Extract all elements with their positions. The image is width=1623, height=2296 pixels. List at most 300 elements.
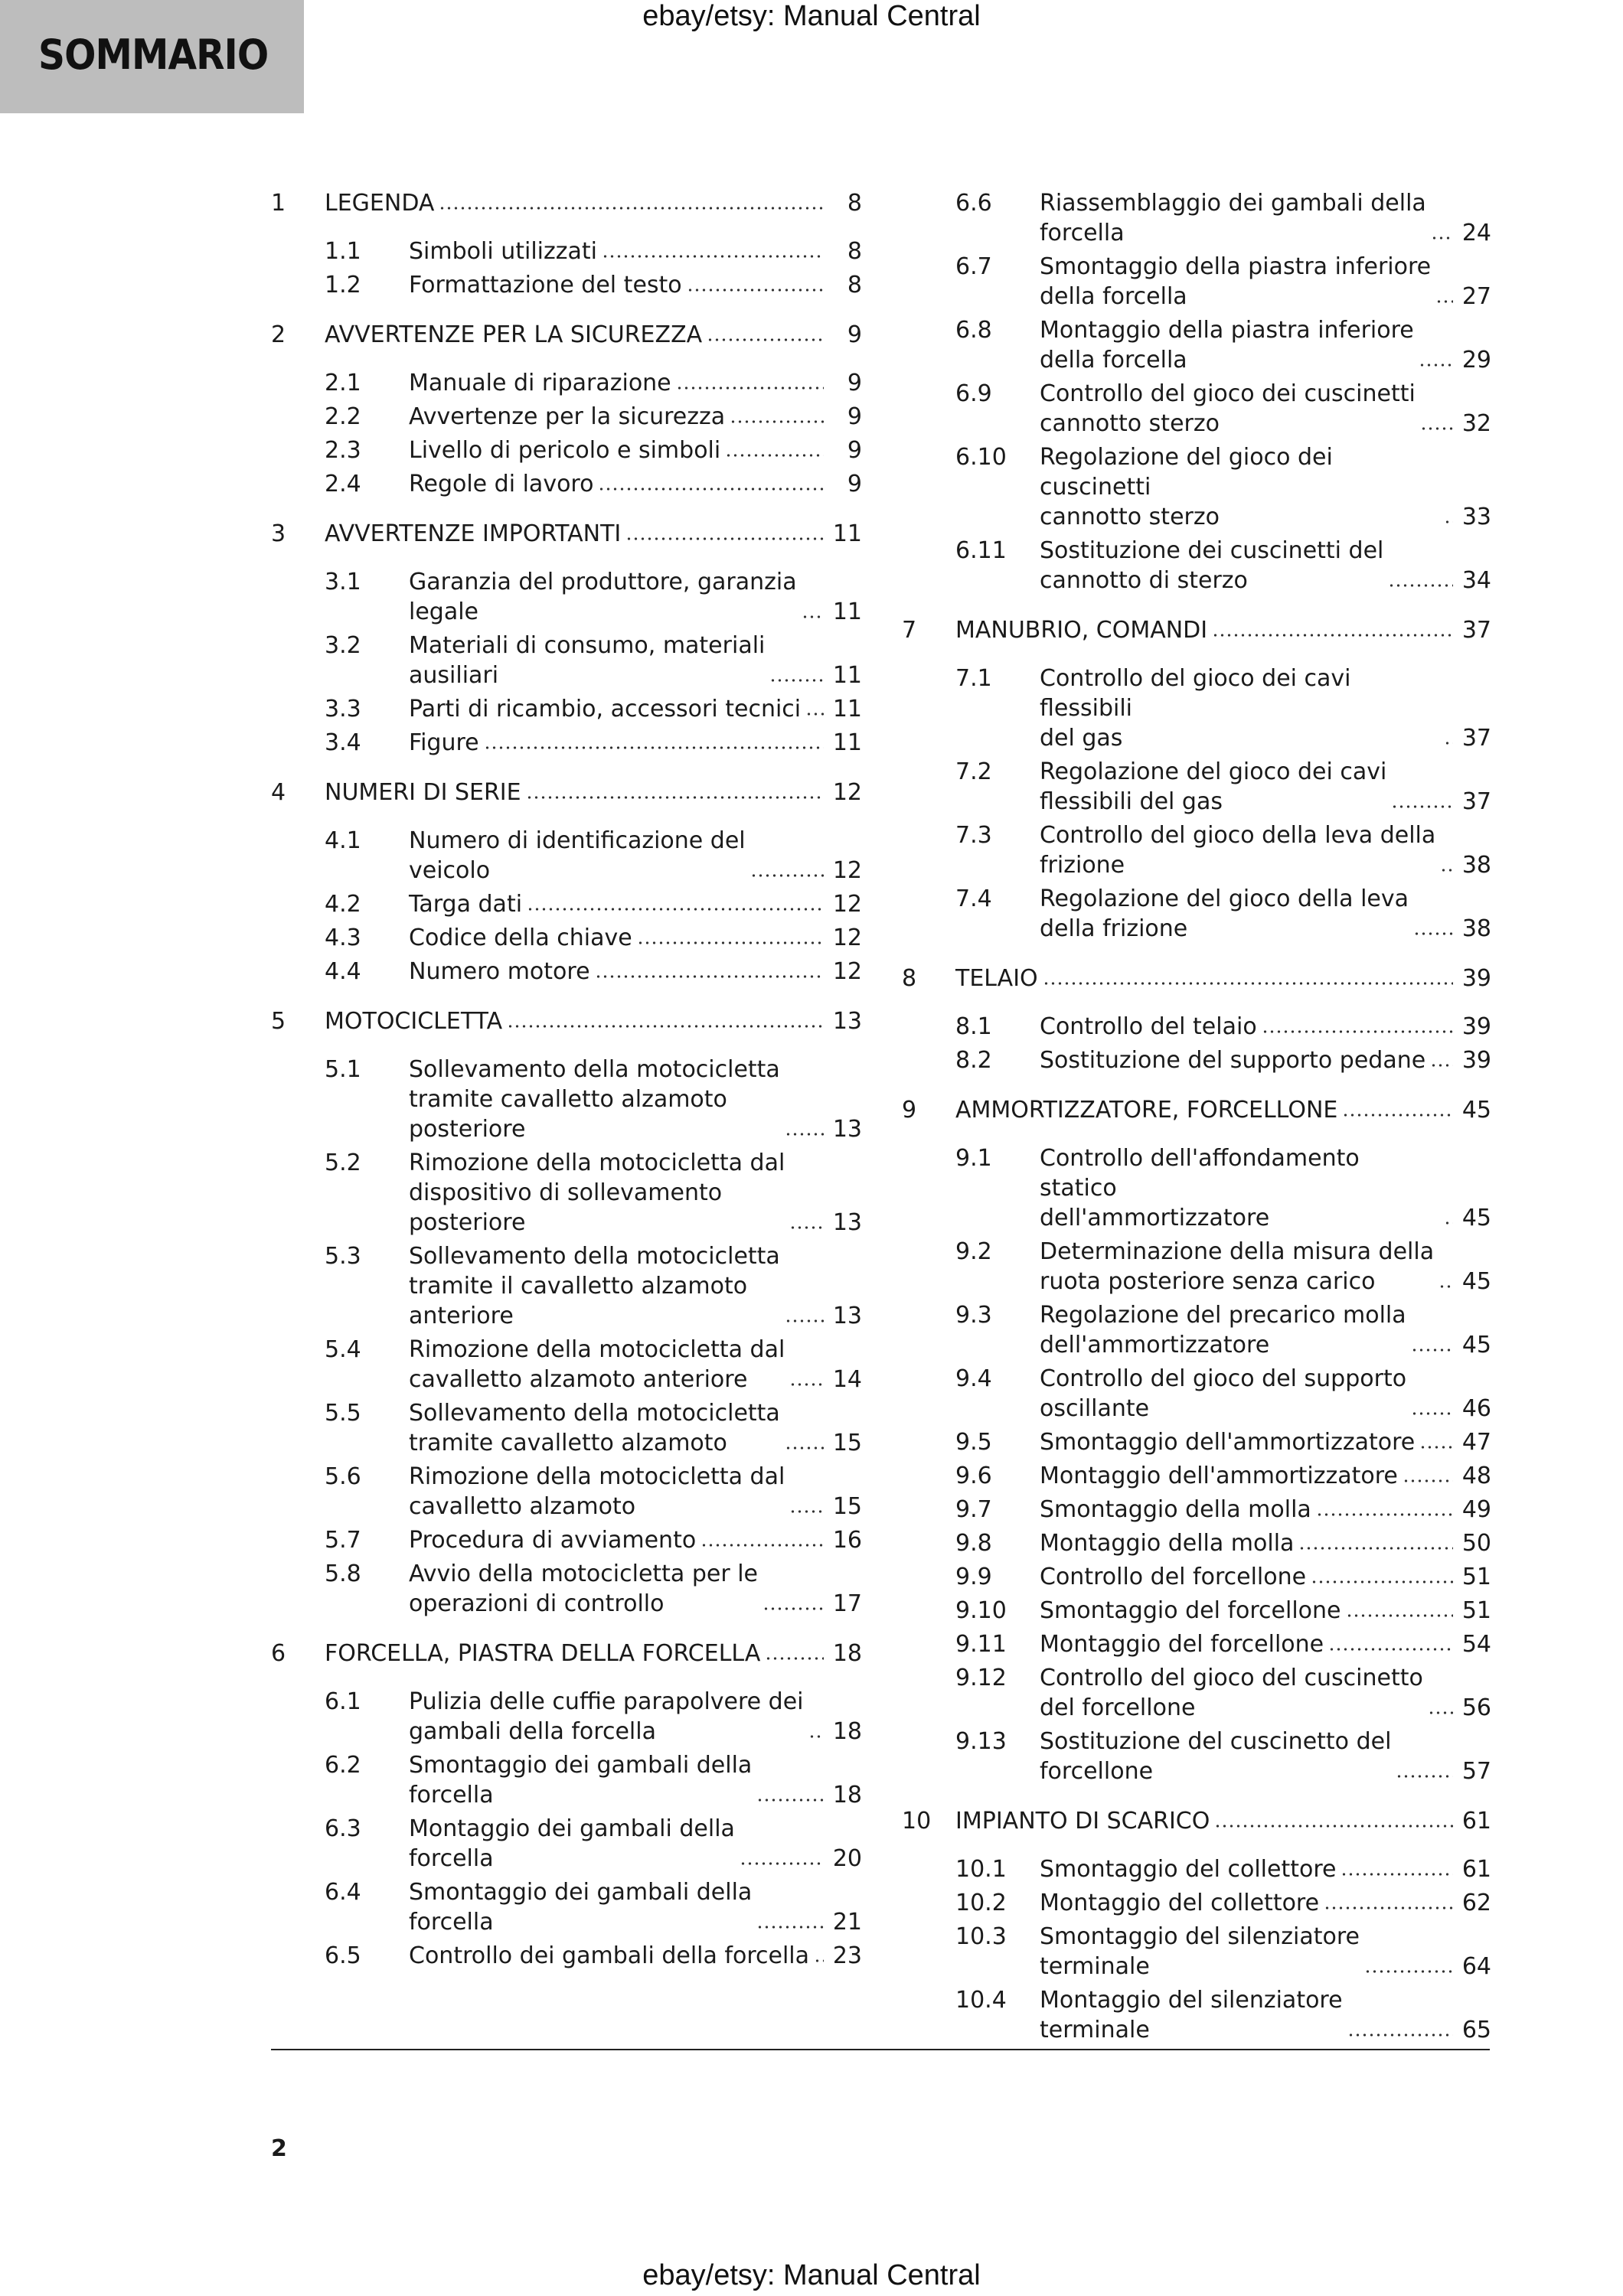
toc-entry-title: Sollevamento della motocicletta tramite cavalletto alzamoto — [409, 1400, 780, 1456]
toc-page-number: 37 — [1461, 725, 1491, 752]
toc-page-number: 49 — [1461, 1496, 1491, 1523]
dot-leader — [1316, 1512, 1453, 1518]
toc-entry-title: Sostituzione del cuscinetto del forcellone — [1040, 1728, 1392, 1785]
toc-entry-title: Avvertenze per la sicurezza — [409, 403, 726, 430]
toc-page-number: 61 — [1461, 1808, 1491, 1835]
toc-entry-number: 6.6 — [955, 190, 992, 217]
toc-entry-title: Smontaggio del forcellone — [1040, 1597, 1341, 1624]
toc-page-number: 9 — [847, 321, 862, 348]
toc-chapter[interactable] — [902, 1806, 1491, 1836]
toc-subsection[interactable] — [902, 1727, 1491, 1786]
dot-leader — [484, 745, 824, 751]
toc-page-number: 8 — [847, 272, 862, 298]
toc-subsection[interactable] — [271, 1398, 862, 1458]
dot-leader — [785, 1445, 824, 1451]
toc-entry-title: Livello di pericolo e simboli — [409, 437, 721, 464]
toc-page-number: 11 — [832, 662, 862, 689]
toc-entry-title: Targa dati — [409, 891, 523, 918]
dot-leader — [730, 419, 824, 425]
toc-entry-number: 7.4 — [955, 885, 992, 912]
toc-subsection[interactable] — [902, 188, 1491, 248]
toc-page-number: 12 — [832, 925, 862, 951]
toc-entry-title: Controllo del forcellone — [1040, 1564, 1307, 1590]
toc-entry-number: 9.1 — [955, 1145, 992, 1172]
toc-entry-number: 2.4 — [325, 471, 361, 497]
toc-subsection[interactable] — [902, 1562, 1491, 1592]
toc-entry-title: Smontaggio dei gambali della forcella — [409, 1752, 753, 1808]
toc-entry-number: 9.10 — [955, 1597, 1007, 1624]
toc-page-number: 12 — [832, 891, 862, 918]
toc-entry-title: TELAIO — [955, 965, 1038, 992]
toc-entry-number: 6.1 — [325, 1688, 361, 1715]
toc-page-number: 51 — [1461, 1564, 1491, 1590]
dot-leader — [707, 337, 824, 343]
toc-entry-title: Procedura di avviamento — [409, 1527, 697, 1554]
dot-leader — [789, 1381, 824, 1388]
toc-subsection[interactable] — [271, 270, 862, 300]
toc-subsection[interactable] — [271, 1941, 862, 1971]
toc-subsection[interactable] — [271, 236, 862, 266]
footer-divider — [271, 2049, 1490, 2050]
dot-leader — [805, 711, 824, 717]
dot-leader — [1364, 1968, 1453, 1975]
toc-entry-title: Regolazione del gioco dei cuscinetti cannotto sterzo — [1040, 444, 1333, 530]
dot-leader — [785, 1131, 824, 1137]
toc-entry-title: FORCELLA, PIASTRA DELLA FORCELLA — [325, 1640, 761, 1667]
toc-chapter[interactable] — [902, 1095, 1491, 1125]
toc-page-number: 17 — [832, 1590, 862, 1617]
toc-entry-number: 6.9 — [955, 380, 992, 407]
toc-entry-number: 10.4 — [955, 1987, 1007, 2014]
toc-entry-number: 6.7 — [955, 253, 992, 280]
toc-entry-title: Controllo dell'affondamento statico dell'ammortizzatore — [1040, 1145, 1360, 1231]
toc-entry-title: Montaggio della piastra inferiore della forcella — [1040, 317, 1414, 373]
toc-subsection[interactable] — [902, 1045, 1491, 1075]
toc-entry-title: Smontaggio della molla — [1040, 1496, 1311, 1523]
toc-entry-title: Regolazione del gioco della leva della frizione — [1040, 885, 1409, 942]
toc-entry-number: 2.2 — [325, 403, 361, 430]
toc-page-number: 47 — [1461, 1429, 1491, 1456]
toc-page-number: 13 — [832, 1008, 862, 1035]
toc-subsection[interactable] — [271, 1687, 862, 1746]
toc-page-number: 56 — [1461, 1694, 1491, 1721]
dot-leader — [1440, 867, 1453, 873]
toc-entry-number: 10 — [902, 1808, 932, 1835]
toc-subsection[interactable] — [271, 631, 862, 690]
toc-entry-number: 2 — [271, 321, 286, 348]
toc-entry-title: AVVERTENZE PER LA SICUREZZA — [325, 321, 703, 348]
toc-page-number: 37 — [1461, 788, 1491, 815]
toc-page-number: 8 — [847, 238, 862, 265]
toc-entry-number: 3.3 — [325, 696, 361, 722]
dot-leader — [1430, 1062, 1453, 1068]
toc-subsection[interactable] — [902, 1854, 1491, 1884]
toc-page-number: 9 — [847, 437, 862, 464]
toc-page-number: 37 — [1461, 617, 1491, 644]
toc-entry-title: Rimozione della motocicletta dal cavalletto alzamoto anteriore — [409, 1336, 785, 1393]
toc-entry-number: 2.3 — [325, 437, 361, 464]
toc-page-number: 48 — [1461, 1463, 1491, 1489]
dot-leader — [595, 974, 824, 980]
toc-entry-number: 9.13 — [955, 1728, 1007, 1755]
dot-leader — [700, 1542, 824, 1548]
toc-chapter[interactable] — [271, 188, 862, 218]
watermark-bottom: ebay/etsy: Manual Central — [642, 2259, 981, 2291]
toc-subsection[interactable] — [271, 469, 862, 499]
toc-subsection[interactable] — [271, 889, 862, 919]
toc-subsection[interactable] — [271, 402, 862, 432]
toc-subsection[interactable] — [271, 826, 862, 885]
dot-leader — [1444, 740, 1453, 746]
toc-subsection[interactable] — [902, 1495, 1491, 1525]
toc-entry-title: Smontaggio dei gambali della forcella — [409, 1879, 753, 1936]
toc-entry-title: Controllo del gioco dei cuscinetti cannotto sterzo — [1040, 380, 1416, 437]
toc-subsection[interactable] — [902, 1888, 1491, 1918]
toc-subsection[interactable] — [271, 1750, 862, 1810]
toc-page-number: 11 — [832, 520, 862, 547]
dot-leader — [602, 253, 824, 259]
toc-subsection[interactable] — [271, 368, 862, 398]
toc-entry-title: Controllo del gioco dei cavi flessibili del gas — [1040, 665, 1351, 752]
toc-entry-title: Sostituzione del supporto pedane — [1040, 1047, 1426, 1074]
toc-entry-number: 10.1 — [955, 1856, 1007, 1883]
dot-leader — [1396, 1773, 1453, 1779]
dot-leader — [725, 452, 824, 458]
toc-entry-number: 5.6 — [325, 1463, 361, 1490]
toc-entry-title: Manuale di riparazione — [409, 370, 671, 396]
toc-entry-number: 7.3 — [955, 822, 992, 849]
toc-page-number: 50 — [1461, 1530, 1491, 1557]
toc-page-number: 64 — [1461, 1953, 1491, 1980]
toc-subsection[interactable] — [902, 1012, 1491, 1042]
toc-chapter[interactable] — [271, 320, 862, 350]
toc-entry-title: Formattazione del testo — [409, 272, 682, 298]
dot-leader — [507, 1023, 824, 1029]
toc-entry-title: NUMERI DI SERIE — [325, 779, 521, 806]
toc-entry-number: 9.3 — [955, 1302, 992, 1329]
dot-leader — [785, 1318, 824, 1324]
toc-subsection[interactable] — [271, 1559, 862, 1619]
dot-leader — [1438, 1283, 1453, 1290]
toc-entry-number: 7 — [902, 617, 917, 644]
toc-entry-title: Materiali di consumo, materiali ausiliari — [409, 632, 766, 689]
toc-entry-number: 8.2 — [955, 1047, 992, 1074]
dot-leader — [1428, 1710, 1453, 1716]
toc-column-right — [902, 188, 1491, 2049]
dot-leader — [756, 1797, 824, 1803]
toc-subsection[interactable] — [902, 1461, 1491, 1491]
toc-entry-number: 9 — [902, 1097, 917, 1124]
toc-entry-number: 6.8 — [955, 317, 992, 344]
toc-chapter[interactable] — [271, 778, 862, 807]
toc-subsection[interactable] — [271, 1877, 862, 1937]
watermark-top: ebay/etsy: Manual Central — [642, 0, 981, 32]
toc-entry-title: Smontaggio della piastra inferiore della forcella — [1040, 253, 1432, 310]
toc-entry-title: Determinazione della misura della ruota posteriore senza carico — [1040, 1238, 1435, 1295]
toc-entry-title: MOTOCICLETTA — [325, 1008, 503, 1035]
toc-subsection[interactable] — [902, 1237, 1491, 1296]
toc-page-number: 45 — [1461, 1268, 1491, 1295]
dot-leader — [763, 1606, 824, 1612]
toc-entry-title: Controllo dei gambali della forcella — [409, 1942, 810, 1969]
toc-entry-title: Pulizia delle cuffie parapolvere dei gambali della forcella — [409, 1688, 804, 1745]
toc-page-number: 9 — [847, 370, 862, 396]
toc-chapter[interactable] — [271, 1006, 862, 1036]
dot-leader — [1419, 1444, 1453, 1450]
toc-entry-title: Figure — [409, 729, 479, 756]
toc-entry-title: Sostituzione dei cuscinetti del cannotto di sterzo — [1040, 537, 1384, 594]
dot-leader — [1420, 426, 1453, 432]
toc-page-number: 15 — [832, 1430, 862, 1456]
toc-page-number: 12 — [832, 958, 862, 985]
dot-leader — [1324, 1905, 1453, 1911]
toc-entry-title: Controllo del gioco del cuscinetto del forcellone — [1040, 1665, 1423, 1721]
toc-entry-number: 5.2 — [325, 1150, 361, 1176]
toc-entry-number: 5 — [271, 1008, 286, 1035]
toc-entry-title: Smontaggio del silenziatore terminale — [1040, 1923, 1360, 1980]
toc-entry-title: AVVERTENZE IMPORTANTI — [325, 520, 622, 547]
toc-entry-title: Sollevamento della motocicletta tramite il cavalletto alzamoto anteriore — [409, 1243, 780, 1329]
dot-leader — [1411, 1411, 1453, 1417]
toc-page-number: 57 — [1461, 1758, 1491, 1785]
toc-page-number: 65 — [1461, 2017, 1491, 2043]
toc-page-number: 62 — [1461, 1890, 1491, 1916]
toc-page-number: 61 — [1461, 1856, 1491, 1883]
toc-entry-number: 8 — [902, 965, 917, 992]
toc-page-number: 33 — [1461, 504, 1491, 530]
dot-leader — [808, 1733, 824, 1740]
toc-subsection[interactable] — [271, 728, 862, 758]
toc-subsection[interactable] — [271, 923, 862, 953]
toc-entry-title: MANUBRIO, COMANDI — [955, 617, 1208, 644]
toc-subsection[interactable] — [271, 1055, 862, 1144]
toc-subsection[interactable] — [271, 567, 862, 627]
toc-entry-number: 4.3 — [325, 925, 361, 951]
toc-entry-title: Sollevamento della motocicletta tramite cavalletto alzamoto posteriore — [409, 1056, 780, 1143]
toc-subsection[interactable] — [271, 1148, 862, 1238]
toc-entry-title: IMPIANTO DI SCARICO — [955, 1808, 1210, 1835]
toc-subsection[interactable] — [902, 884, 1491, 944]
dot-leader — [439, 205, 824, 211]
toc-entry-title: Montaggio del silenziatore terminale — [1040, 1987, 1343, 2043]
toc-entry-title: Montaggio del collettore — [1040, 1890, 1320, 1916]
dot-leader — [1411, 1347, 1453, 1353]
dot-leader — [1444, 519, 1453, 525]
toc-subsection[interactable] — [902, 252, 1491, 311]
toc-page-number: 34 — [1461, 567, 1491, 594]
dot-leader — [802, 614, 824, 620]
dot-leader — [1341, 1871, 1453, 1877]
dot-leader — [1347, 2032, 1453, 2038]
toc-entry-title: Numero motore — [409, 958, 590, 985]
toc-subsection[interactable] — [271, 435, 862, 465]
dot-leader — [789, 1225, 824, 1231]
toc-subsection[interactable] — [271, 1814, 862, 1874]
dot-leader — [1212, 632, 1453, 638]
toc-subsection[interactable] — [271, 1335, 862, 1394]
toc-entry-title: Controllo del gioco della leva della frizione — [1040, 822, 1436, 879]
toc-entry-title: Controllo del telaio — [1040, 1013, 1257, 1040]
toc-page-number: 29 — [1461, 347, 1491, 373]
toc-page-number: 27 — [1461, 283, 1491, 310]
toc-subsection[interactable] — [902, 536, 1491, 595]
dot-leader — [1403, 1478, 1453, 1484]
dot-leader — [750, 872, 824, 879]
toc-entry-title: Smontaggio dell'ammortizzatore — [1040, 1429, 1416, 1456]
toc-subsection[interactable] — [271, 1241, 862, 1331]
toc-subsection[interactable] — [902, 1985, 1491, 2045]
toc-page-number: 13 — [832, 1209, 862, 1236]
toc-page-number: 13 — [832, 1116, 862, 1143]
toc-entry-title: Rimozione della motocicletta dal dispositivo di sollevamento posteriore — [409, 1150, 785, 1236]
toc-page-number: 20 — [832, 1845, 862, 1872]
toc-subsection[interactable] — [902, 1663, 1491, 1723]
toc-entry-number: 6 — [271, 1640, 286, 1667]
toc-entry-number: 4.4 — [325, 958, 361, 985]
dot-leader — [1388, 582, 1453, 589]
toc-page-number: 12 — [832, 779, 862, 806]
toc-entry-number: 3.4 — [325, 729, 361, 756]
toc-page-number: 39 — [1461, 1047, 1491, 1074]
toc-page-number: 45 — [1461, 1332, 1491, 1358]
toc-entry-number: 10.2 — [955, 1890, 1007, 1916]
toc-page-number: 24 — [1461, 220, 1491, 246]
toc-subsection[interactable] — [902, 1922, 1491, 1981]
toc-entry-number: 8.1 — [955, 1013, 992, 1040]
dot-leader — [1346, 1613, 1453, 1619]
dot-leader — [814, 1958, 824, 1964]
dot-leader — [1043, 980, 1453, 987]
toc-entry-number: 1 — [271, 190, 286, 217]
toc-entry-title: Montaggio dell'ammortizzatore — [1040, 1463, 1398, 1489]
toc-subsection[interactable] — [902, 820, 1491, 880]
toc-page-number: 13 — [832, 1303, 862, 1329]
dot-leader — [1435, 298, 1453, 305]
toc-page-number: 16 — [832, 1527, 862, 1554]
toc-entry-number: 9.7 — [955, 1496, 992, 1523]
toc-page-number: 39 — [1461, 1013, 1491, 1040]
toc-subsection[interactable] — [902, 1427, 1491, 1457]
toc-entry-title: Montaggio della molla — [1040, 1530, 1295, 1557]
dot-leader — [676, 385, 824, 391]
toc-subsection[interactable] — [902, 757, 1491, 817]
dot-leader — [756, 1924, 824, 1930]
toc-entry-number: 5.4 — [325, 1336, 361, 1363]
toc-entry-title: Avvio della motocicletta per le operazioni di controllo — [409, 1561, 759, 1617]
toc-subsection[interactable] — [902, 1596, 1491, 1626]
toc-subsection[interactable] — [902, 1300, 1491, 1360]
toc-column-left — [271, 188, 862, 1975]
toc-entry-number: 7.2 — [955, 758, 992, 785]
toc-subsection[interactable] — [271, 694, 862, 724]
toc-subsection[interactable] — [902, 1364, 1491, 1424]
toc-page-number: 9 — [847, 471, 862, 497]
toc-chapter[interactable] — [902, 615, 1491, 645]
toc-entry-title: Controllo del gioco del supporto oscillante — [1040, 1365, 1407, 1422]
toc-entry-number: 9.2 — [955, 1238, 992, 1265]
toc-page-number: 39 — [1461, 965, 1491, 992]
toc-page-number: 38 — [1461, 915, 1491, 942]
dot-leader — [526, 794, 824, 801]
toc-entry-title: LEGENDA — [325, 190, 435, 217]
toc-page-number: 38 — [1461, 852, 1491, 879]
toc-subsection[interactable] — [902, 1629, 1491, 1659]
toc-entry-title: AMMORTIZZATORE, FORCELLONE — [955, 1097, 1338, 1124]
toc-page-number: 11 — [832, 598, 862, 625]
toc-entry-number: 5.7 — [325, 1527, 361, 1554]
toc-entry-title: Montaggio del forcellone — [1040, 1631, 1324, 1658]
toc-entry-title: Riassemblaggio dei gambali della forcella — [1040, 190, 1426, 246]
toc-subsection[interactable] — [271, 1525, 862, 1555]
toc-entry-number: 9.9 — [955, 1564, 992, 1590]
toc-subsection[interactable] — [902, 315, 1491, 375]
toc-entry-number: 6.4 — [325, 1879, 361, 1906]
dot-leader — [598, 486, 824, 492]
toc-chapter[interactable] — [271, 519, 862, 549]
toc-entry-title: Numero di identificazione del veicolo — [409, 827, 746, 884]
toc-subsection[interactable] — [902, 442, 1491, 532]
toc-entry-title: Smontaggio del collettore — [1040, 1856, 1337, 1883]
toc-page-number: 21 — [832, 1909, 862, 1936]
toc-page-number: 23 — [832, 1942, 862, 1969]
dot-leader — [1311, 1579, 1453, 1585]
dot-leader — [1298, 1545, 1453, 1551]
toc-entry-number: 4.2 — [325, 891, 361, 918]
toc-entry-number: 5.5 — [325, 1400, 361, 1427]
toc-entry-number: 5.1 — [325, 1056, 361, 1083]
dot-leader — [769, 677, 824, 683]
toc-chapter[interactable] — [902, 964, 1491, 993]
toc-entry-number: 9.8 — [955, 1530, 992, 1557]
toc-page-number: 45 — [1461, 1097, 1491, 1124]
page-title: SOMMARIO — [38, 31, 269, 79]
toc-page-number: 11 — [832, 729, 862, 756]
toc-entry-number: 10.3 — [955, 1923, 1007, 1950]
toc-page-number: 15 — [832, 1493, 862, 1520]
toc-entry-number: 1.2 — [325, 272, 361, 298]
dot-leader — [765, 1655, 824, 1662]
toc-entry-number: 9.11 — [955, 1631, 1007, 1658]
toc-subsection[interactable] — [902, 1528, 1491, 1558]
toc-subsection[interactable] — [271, 957, 862, 987]
toc-entry-title: Montaggio dei gambali della forcella — [409, 1815, 735, 1872]
toc-subsection[interactable] — [271, 1462, 862, 1521]
toc-page-number: 11 — [832, 696, 862, 722]
toc-entry-title: Parti di ricambio, accessori tecnici — [409, 696, 802, 722]
toc-entry-number: 1.1 — [325, 238, 361, 265]
toc-entry-title: Simboli utilizzati — [409, 238, 597, 265]
toc-entry-number: 9.6 — [955, 1463, 992, 1489]
toc-subsection[interactable] — [902, 379, 1491, 439]
toc-subsection[interactable] — [902, 664, 1491, 753]
dot-leader — [527, 906, 824, 912]
toc-chapter[interactable] — [271, 1639, 862, 1668]
toc-page-number: 18 — [832, 1718, 862, 1745]
toc-entry-number: 3.2 — [325, 632, 361, 659]
dot-leader — [1431, 235, 1453, 241]
dot-leader — [1413, 931, 1453, 937]
dot-leader — [1328, 1646, 1453, 1652]
toc-page-number: 12 — [832, 857, 862, 884]
toc-entry-title: Regole di lavoro — [409, 471, 594, 497]
toc-subsection[interactable] — [902, 1143, 1491, 1233]
toc-entry-number: 9.12 — [955, 1665, 1007, 1691]
toc-entry-number: 6.10 — [955, 444, 1007, 471]
dot-leader — [1391, 804, 1453, 810]
toc-entry-title: Rimozione della motocicletta dal cavalletto alzamoto — [409, 1463, 785, 1520]
toc-entry-number: 5.8 — [325, 1561, 361, 1587]
toc-entry-title: Regolazione del precarico molla dell'ammortizzatore — [1040, 1302, 1406, 1358]
